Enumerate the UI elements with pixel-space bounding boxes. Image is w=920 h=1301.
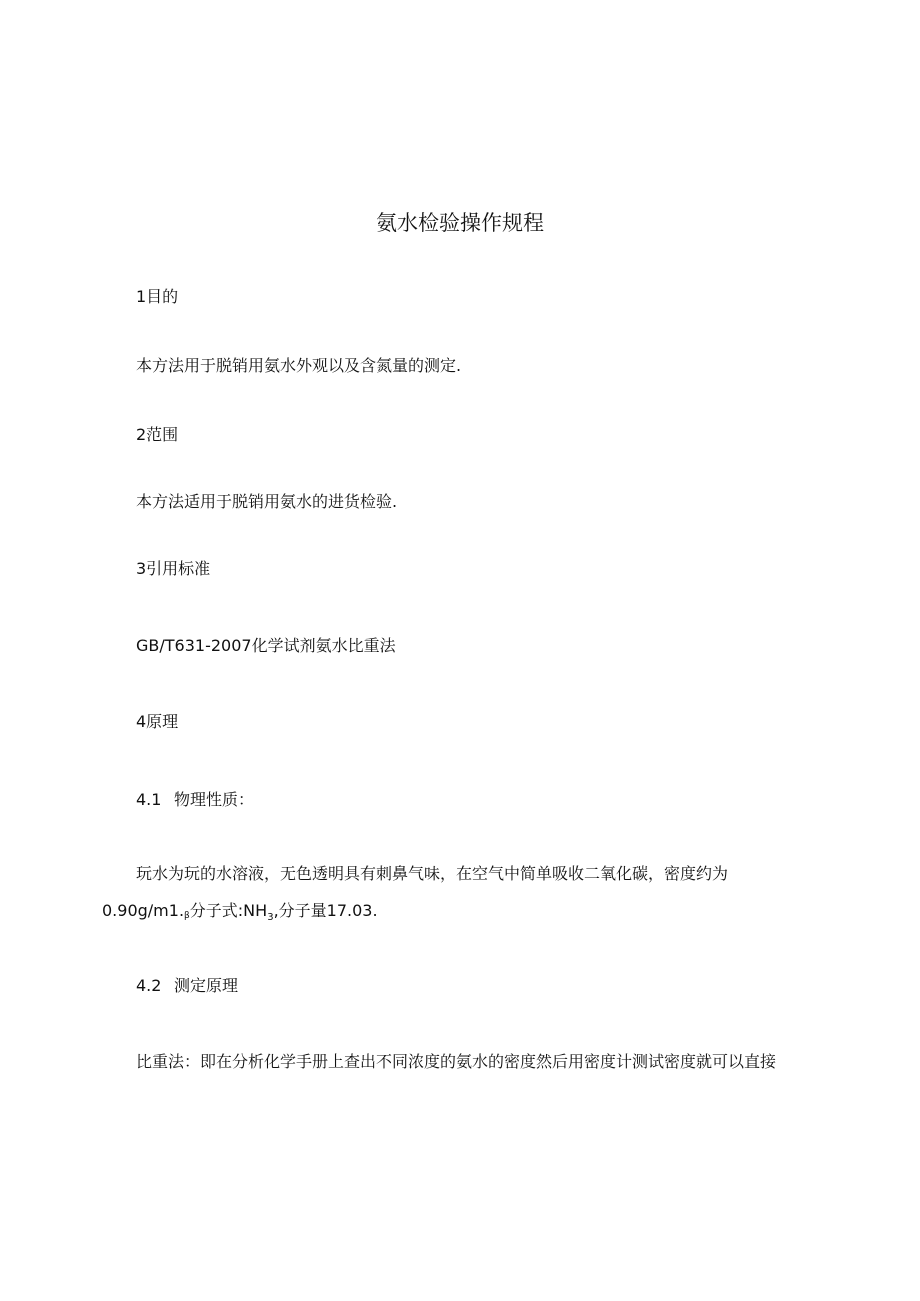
section-4-1-title: 物理性质： [174,790,255,809]
formula-subscript: 3 [267,912,274,924]
section-4-1-heading [136,790,254,810]
section-1-body: 本方法用于脱销用氨水外观以及含氮量的测定. [136,356,462,375]
molecular-weight: ,分子量17.03. [273,901,378,920]
page-title: 氨水检验操作规程 [376,211,544,235]
section-4-1-body-line-2 [102,901,378,926]
section-3-body: GB/T631-2007化学试剂氨水比重法 [136,636,396,655]
formula-label: 分子式:NH [189,901,268,920]
section-2-body: 本方法适用于脱销用氨水的进货检验. [136,492,398,511]
section-4-2-body-line-1: 比重法：即在分析化学手册上查出不同浓度的氨水的密度然后用密度计测试密度就可以直接 [136,1052,777,1071]
section-4-2-number: 4.2 [136,976,162,995]
section-2-heading: 2范围 [136,425,179,444]
density-mark: β [184,911,190,921]
section-3-heading: 3引用标准 [136,559,211,578]
section-4-2-title: 测定原理 [174,976,239,995]
section-4-heading: 4原理 [136,712,179,731]
section-1-heading: 1目的 [136,287,179,306]
section-4-2-heading [136,976,238,996]
section-4-1-body-line-1: 玩水为玩的水溶液，无色透明具有刺鼻气味，在空气中简单吸收二氧化碳，密度约为 [136,864,729,883]
section-4-1-number: 4.1 [136,790,162,809]
density-value: 0.90g∕m1. [102,901,185,920]
